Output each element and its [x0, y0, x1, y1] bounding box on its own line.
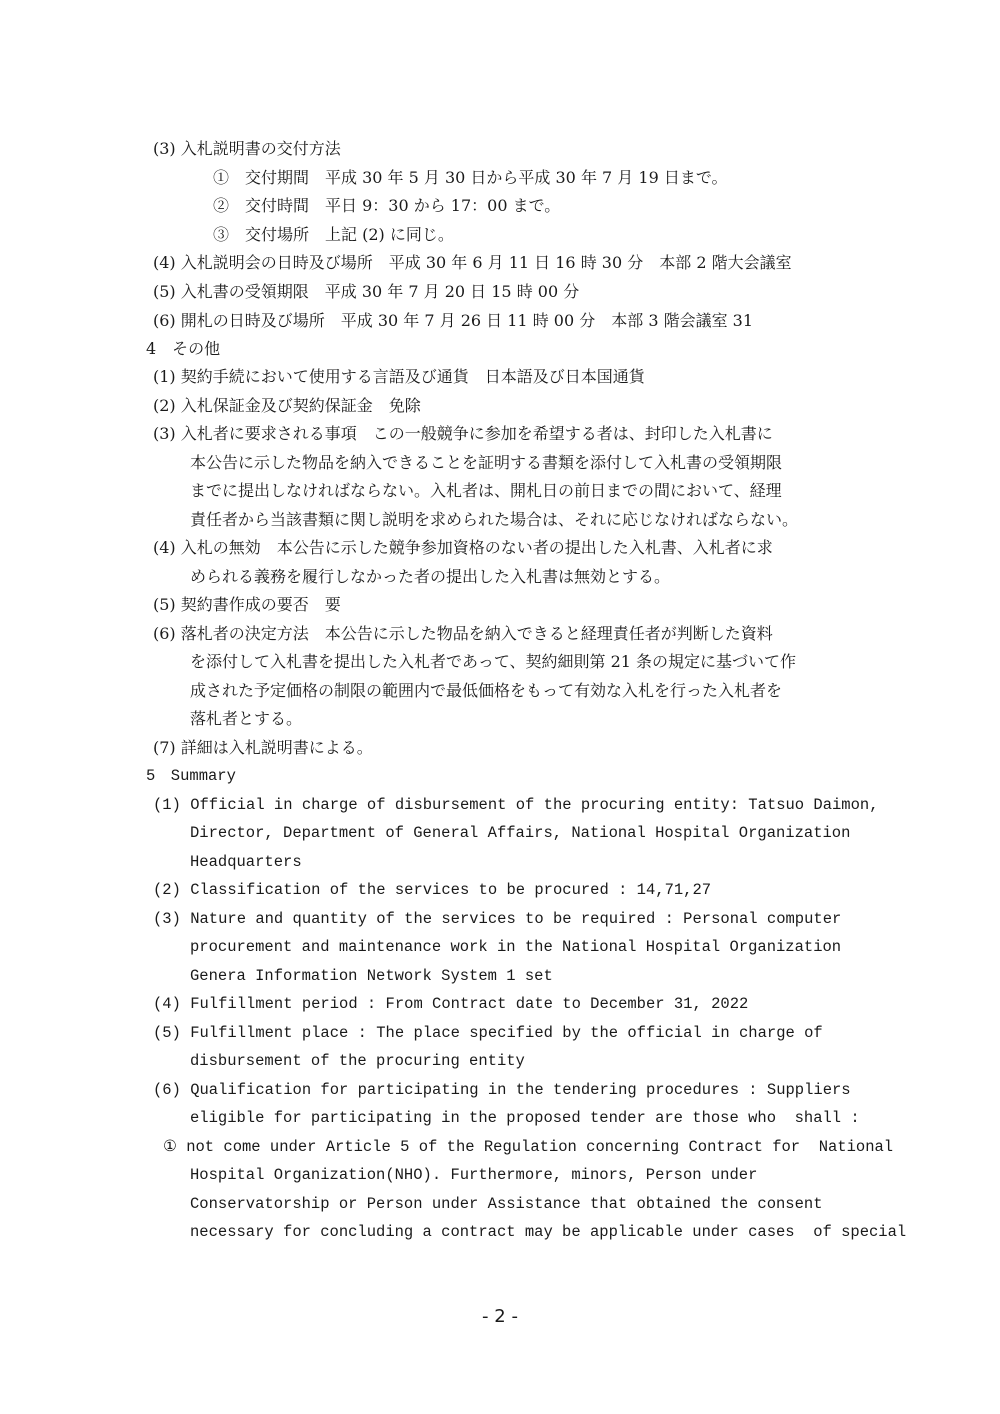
text-line: を添付して入札書を提出した入札者であって、契約細則第 21 条の規定に基づいて作 — [190, 652, 797, 671]
text-line: (3) 入札説明書の交付方法 — [153, 139, 341, 158]
text-line: 責任者から当該書類に関し説明を求められた場合は、それに応じなければならない。 — [190, 510, 799, 529]
text-line: (6) 落札者の決定方法 本公告に示した物品を納入できると経理責任者が判断した資料 — [153, 624, 773, 643]
text-line: (2) Classification of the services to be procured : 14,71,27 — [153, 881, 712, 899]
text-line: disbursement of the procuring entity — [190, 1052, 525, 1070]
text-line: eligible for participating in the proposed tender are those who shall : — [190, 1109, 860, 1127]
text-line: (6) 開札の日時及び場所 平成 30 年 7 月 26 日 11 時 00 分 本部 3 階会議室 31 — [153, 311, 754, 330]
text-line: までに提出しなければならない。入札者は、開札日の前日までの間において、経理 — [190, 481, 782, 500]
text-line: 落札者とする。 — [190, 709, 303, 728]
text-line: (1) 契約手続において使用する言語及び通貨 日本語及び日本国通貨 — [153, 367, 645, 386]
text-line: Genera Information Network System 1 set — [190, 967, 553, 985]
text-line: 4 その他 — [146, 339, 221, 358]
text-line: Headquarters — [190, 853, 302, 871]
text-line: (6) Qualification for participating in the tendering procedures : Suppliers — [153, 1081, 851, 1099]
text-line: Director, Department of General Affairs, National Hospital Organization — [190, 824, 851, 842]
text-line: (5) Fulfillment place : The place specified by the official in charge of — [153, 1024, 823, 1042]
text-line: ① not come under Article 5 of the Regulation concerning Contract for National — [163, 1138, 894, 1156]
text-line: (2) 入札保証金及び契約保証金 免除 — [153, 396, 421, 415]
text-line: められる義務を履行しなかった者の提出した入札書は無効とする。 — [190, 567, 671, 586]
text-line: 成された予定価格の制限の範囲内で最低価格をもって有効な入札を行った入札者を — [190, 681, 783, 700]
text-line: procurement and maintenance work in the National Hospital Organization — [190, 938, 842, 956]
text-line: (3) 入札者に要求される事項 この一般競争に参加を希望する者は、封印した入札書に — [153, 424, 773, 443]
text-line: 本公告に示した物品を納入できることを証明する書類を添付して入札書の受領期限 — [190, 453, 783, 472]
page-number: - 2 - — [482, 1306, 518, 1327]
text-line: (1) Official in charge of disbursement of the procuring entity: Tatsuo Daimon, — [153, 796, 879, 814]
text-line: ② 交付時間 平日 9：30 から 17：00 まで。 — [213, 196, 561, 215]
text-line: Hospital Organization(NHO). Furthermore, minors, Person under — [190, 1166, 758, 1184]
text-line: (5) 入札書の受領期限 平成 30 年 7 月 20 日 15 時 00 分 — [153, 282, 580, 301]
text-line: necessary for concluding a contract may be applicable under cases of special — [190, 1223, 907, 1241]
text-line: (4) 入札の無効 本公告に示した競争参加資格のない者の提出した入札書、入札者に求 — [153, 538, 773, 557]
text-line: ① 交付期間 平成 30 年 5 月 30 日から平成 30 年 7 月 19 日まで。 — [213, 168, 728, 187]
text-line: (4) Fulfillment period : From Contract date to December 31, 2022 — [153, 995, 749, 1013]
text-line: (7) 詳細は入札説明書による。 — [153, 738, 373, 757]
text-line: (3) Nature and quantity of the services to be required : Personal computer — [153, 910, 842, 928]
text-line: ③ 交付場所 上記 (2) に同じ。 — [213, 225, 454, 244]
text-line: Conservatorship or Person under Assistance that obtained the consent — [190, 1195, 823, 1213]
text-line: 5 Summary — [146, 767, 236, 785]
text-line: (4) 入札説明会の日時及び場所 平成 30 年 6 月 11 日 16 時 30 分 本部 2 階大会議室 — [153, 253, 792, 272]
text-line: (5) 契約書作成の要否 要 — [153, 595, 341, 614]
